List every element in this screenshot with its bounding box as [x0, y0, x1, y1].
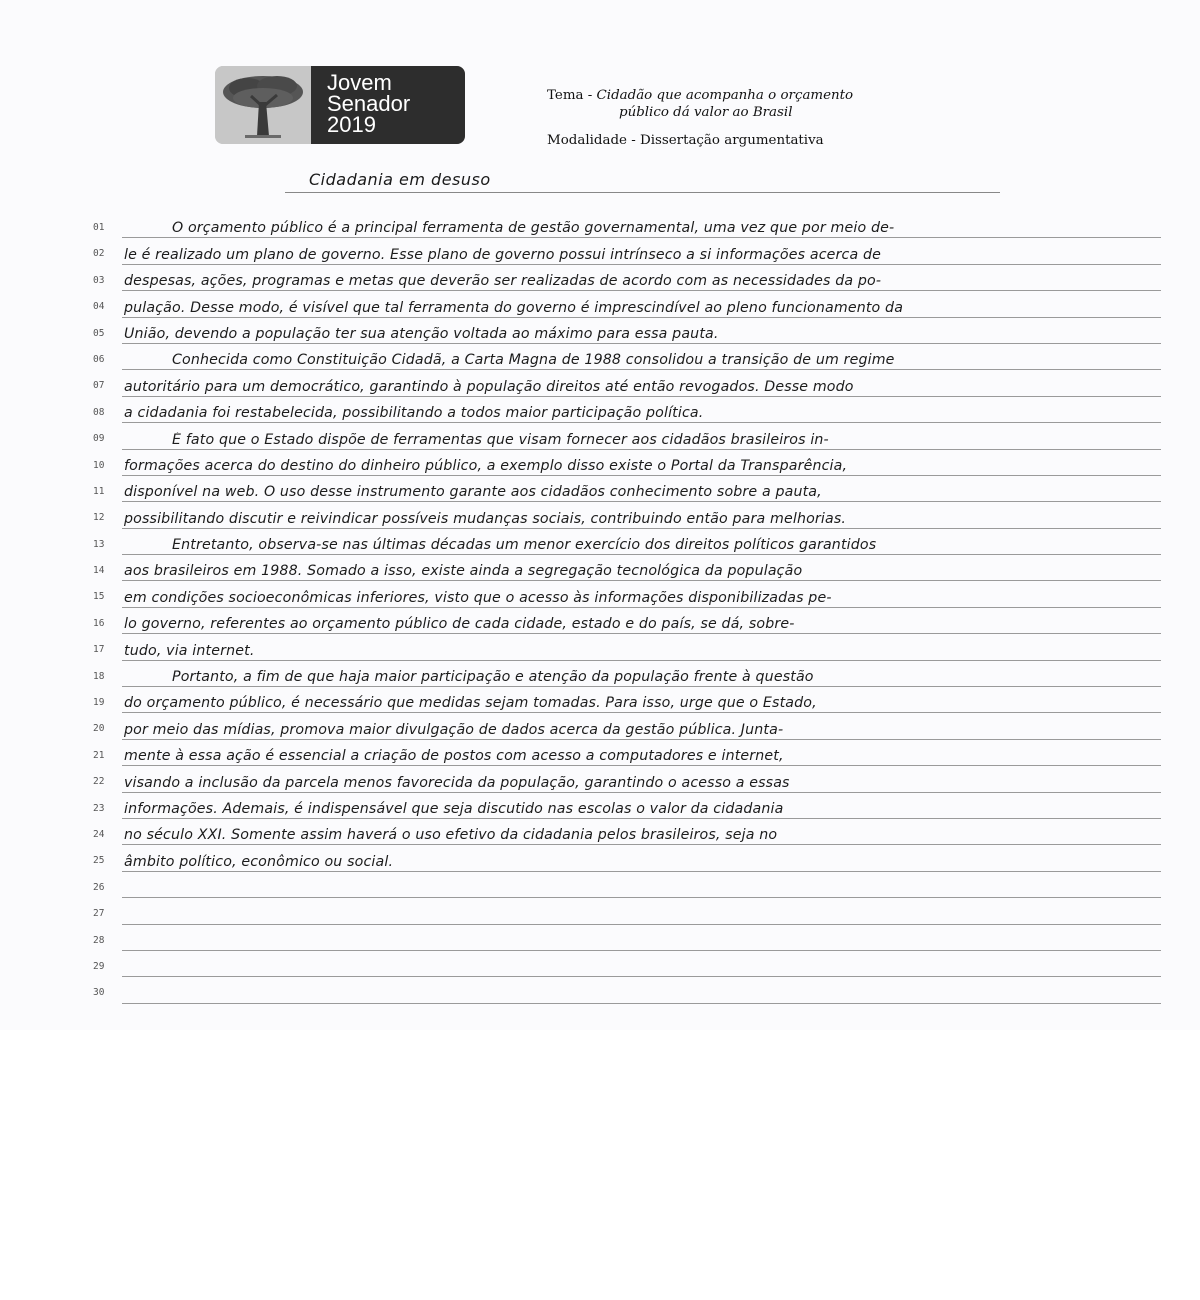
essay-line	[93, 293, 1161, 319]
essay-line	[93, 768, 1161, 794]
ruled-line	[122, 475, 1161, 476]
handwritten-text: aos brasileiros em 1988. Somado a isso, existe ainda a segregação tecnológica da população	[124, 563, 803, 580]
handwritten-text: por meio das mídias, promova maior divulgação de dados acerca da gestão pública. Junta-	[124, 721, 784, 738]
logo-line-3: 2019	[327, 112, 376, 137]
ruled-line	[122, 264, 1161, 265]
ruled-line	[122, 290, 1161, 291]
line-number: 17	[93, 644, 105, 656]
line-number: 25	[93, 855, 105, 867]
handwritten-text: É fato que o Estado dispõe de ferramentas que visam fornecer aos cidadãos brasileiros in-	[172, 431, 829, 448]
line-number: 01	[93, 222, 105, 233]
line-number: 21	[93, 749, 105, 761]
essay-line	[93, 742, 1161, 768]
line-number: 12	[93, 512, 105, 524]
essay-line	[93, 979, 1161, 1005]
line-number: 26	[93, 881, 105, 893]
essay-line	[93, 214, 1161, 240]
handwritten-text: O orçamento público é a principal ferramenta de gestão governamental, uma vez que por meio de-	[172, 220, 895, 237]
handwritten-text: em condições socioeconômicas inferiores, visto que o acesso às informações disponibilizadas pe-	[124, 589, 832, 606]
ruled-line	[122, 739, 1161, 740]
ruled-line	[122, 897, 1161, 898]
ruled-line	[122, 660, 1161, 661]
line-number: 18	[93, 670, 105, 682]
logo-line-2: Senador	[327, 91, 411, 116]
line-number: 30	[93, 987, 105, 999]
essay-line	[93, 900, 1161, 926]
ruled-line	[122, 396, 1161, 397]
line-number: 27	[93, 908, 105, 920]
line-number: 02	[93, 248, 105, 260]
ruled-line	[122, 317, 1161, 318]
ruled-line	[122, 924, 1161, 925]
ruled-line	[122, 1003, 1161, 1004]
line-number: 13	[93, 538, 105, 550]
essay-line	[93, 478, 1161, 504]
essay-line	[93, 663, 1161, 689]
essay-line	[93, 927, 1161, 953]
line-number: 20	[93, 723, 105, 735]
line-number: 16	[93, 617, 105, 629]
essay-line	[93, 504, 1161, 530]
line-number: 15	[93, 591, 105, 603]
essay-line	[93, 795, 1161, 821]
handwritten-text: âmbito político, econômico ou social.	[124, 853, 394, 870]
handwritten-text: no século XXI. Somente assim haverá o uso efetivo da cidadania pelos brasileiros, seja no	[124, 827, 778, 844]
tree-icon	[215, 66, 311, 144]
line-number: 23	[93, 802, 105, 814]
ruled-line	[122, 818, 1161, 819]
ruled-line	[122, 844, 1161, 845]
ruled-line	[122, 792, 1161, 793]
ruled-line	[122, 449, 1161, 450]
logo-text	[311, 66, 465, 144]
line-number: 06	[93, 353, 105, 365]
jovem-senador-logo	[215, 66, 465, 144]
line-number: 22	[93, 776, 105, 788]
essay-line	[93, 689, 1161, 715]
essay-line	[93, 425, 1161, 451]
line-number: 04	[93, 301, 105, 313]
handwritten-text: lo governo, referentes ao orçamento público de cada cidade, estado e do país, se dá, sobre-	[124, 616, 795, 633]
modalidade: Modalidade - Dissertação argumentativa	[547, 133, 824, 148]
tema-line-1: Cidadão que acompanha o orçamento	[596, 88, 854, 103]
ruled-line	[122, 633, 1161, 634]
tema-row	[547, 87, 853, 104]
ruled-line	[122, 528, 1161, 529]
essay-line	[93, 267, 1161, 293]
ruled-line	[122, 422, 1161, 423]
handwritten-text: Portanto, a fim de que haja maior participação e atenção da população frente à questão	[172, 669, 814, 686]
ruled-line	[122, 501, 1161, 502]
handwritten-text: disponível na web. O uso desse instrumento garante aos cidadãos conhecimento sobre a pauta,	[124, 484, 822, 501]
handwritten-text: Entretanto, observa-se nas últimas décadas um menor exercício dos direitos políticos garantidos	[172, 537, 877, 554]
tema-label: Tema -	[547, 88, 597, 103]
line-number: 24	[93, 828, 105, 840]
handwritten-text: tudo, via internet.	[124, 642, 255, 659]
essay-line	[93, 452, 1161, 478]
handwritten-text: le é realizado um plano de governo. Esse plano de governo possui intrínseco a si informações acerca de	[124, 246, 881, 263]
title-line	[285, 170, 1000, 193]
essay-line	[93, 320, 1161, 346]
handwritten-text: a cidadania foi restabelecida, possibilitando a todos maior participação política.	[124, 405, 704, 422]
essay-line	[93, 636, 1161, 662]
handwritten-text: formações acerca do destino do dinheiro público, a exemplo disso existe o Portal da Transparência,	[124, 457, 848, 474]
line-number: 05	[93, 327, 105, 339]
logo-line-1: Jovem	[327, 70, 392, 95]
ruled-line	[122, 237, 1161, 238]
line-number: 28	[93, 934, 105, 946]
essay-line	[93, 346, 1161, 372]
handwritten-text: Conhecida como Constituição Cidadã, a Carta Magna de 1988 consolidou a transição de um regime	[172, 352, 895, 369]
ruled-line	[122, 686, 1161, 687]
line-number: 19	[93, 697, 105, 709]
line-number: 11	[93, 485, 105, 497]
essay-line	[93, 240, 1161, 266]
essay-line	[93, 847, 1161, 873]
ruled-line	[122, 712, 1161, 713]
handwritten-text: do orçamento público, é necessário que medidas sejam tomadas. Para isso, urge que o Estado,	[124, 695, 817, 712]
handwritten-text: possibilitando discutir e reivindicar possíveis mudanças sociais, contribuindo então para melhorias.	[124, 510, 847, 527]
handwritten-text: União, devendo a população ter sua atenção voltada ao máximo para essa pauta.	[124, 325, 719, 342]
line-number: 29	[93, 960, 105, 972]
ruled-line	[122, 580, 1161, 581]
handwritten-text: informações. Ademais, é indispensável que seja discutido nas escolas o valor da cidadania	[124, 800, 784, 817]
line-number: 09	[93, 433, 105, 445]
line-number: 08	[93, 406, 105, 418]
essay-line	[93, 953, 1161, 979]
ruled-line	[122, 369, 1161, 370]
essay-lines	[93, 214, 1161, 1006]
essay-line	[93, 874, 1161, 900]
ruled-line	[122, 976, 1161, 977]
ruled-line	[122, 765, 1161, 766]
line-number: 10	[93, 459, 105, 471]
essay-meta	[547, 87, 853, 149]
ruled-line	[122, 343, 1161, 344]
essay-line	[93, 821, 1161, 847]
ruled-line	[122, 950, 1161, 951]
handwritten-text: despesas, ações, programas e metas que deverão ser realizadas de acordo com as necessidades da po-	[124, 273, 882, 290]
essay-line	[93, 531, 1161, 557]
line-number: 07	[93, 380, 105, 392]
line-number: 03	[93, 274, 105, 286]
essay-line	[93, 372, 1161, 398]
ruled-line	[122, 607, 1161, 608]
tema-line-2: público dá valor ao Brasil	[619, 105, 793, 120]
handwritten-text: mente à essa ação é essencial a criação de postos com acesso a computadores e internet,	[124, 748, 784, 765]
essay-line	[93, 715, 1161, 741]
handwritten-text: autoritário para um democrático, garantindo à população direitos até então revogados. Desse modo	[124, 378, 854, 395]
ruled-line	[122, 871, 1161, 872]
handwritten-text: pulação. Desse modo, é visível que tal ferramenta do governo é imprescindível ao pleno funcionamento da	[124, 299, 904, 316]
essay-title: Cidadania em desuso	[309, 170, 491, 189]
essay-line	[93, 610, 1161, 636]
essay-line	[93, 399, 1161, 425]
essay-line	[93, 557, 1161, 583]
line-number: 14	[93, 565, 105, 577]
handwritten-text: visando a inclusão da parcela menos favorecida da população, garantindo o acesso a essas	[124, 774, 790, 791]
essay-line	[93, 583, 1161, 609]
ruled-line	[122, 554, 1161, 555]
